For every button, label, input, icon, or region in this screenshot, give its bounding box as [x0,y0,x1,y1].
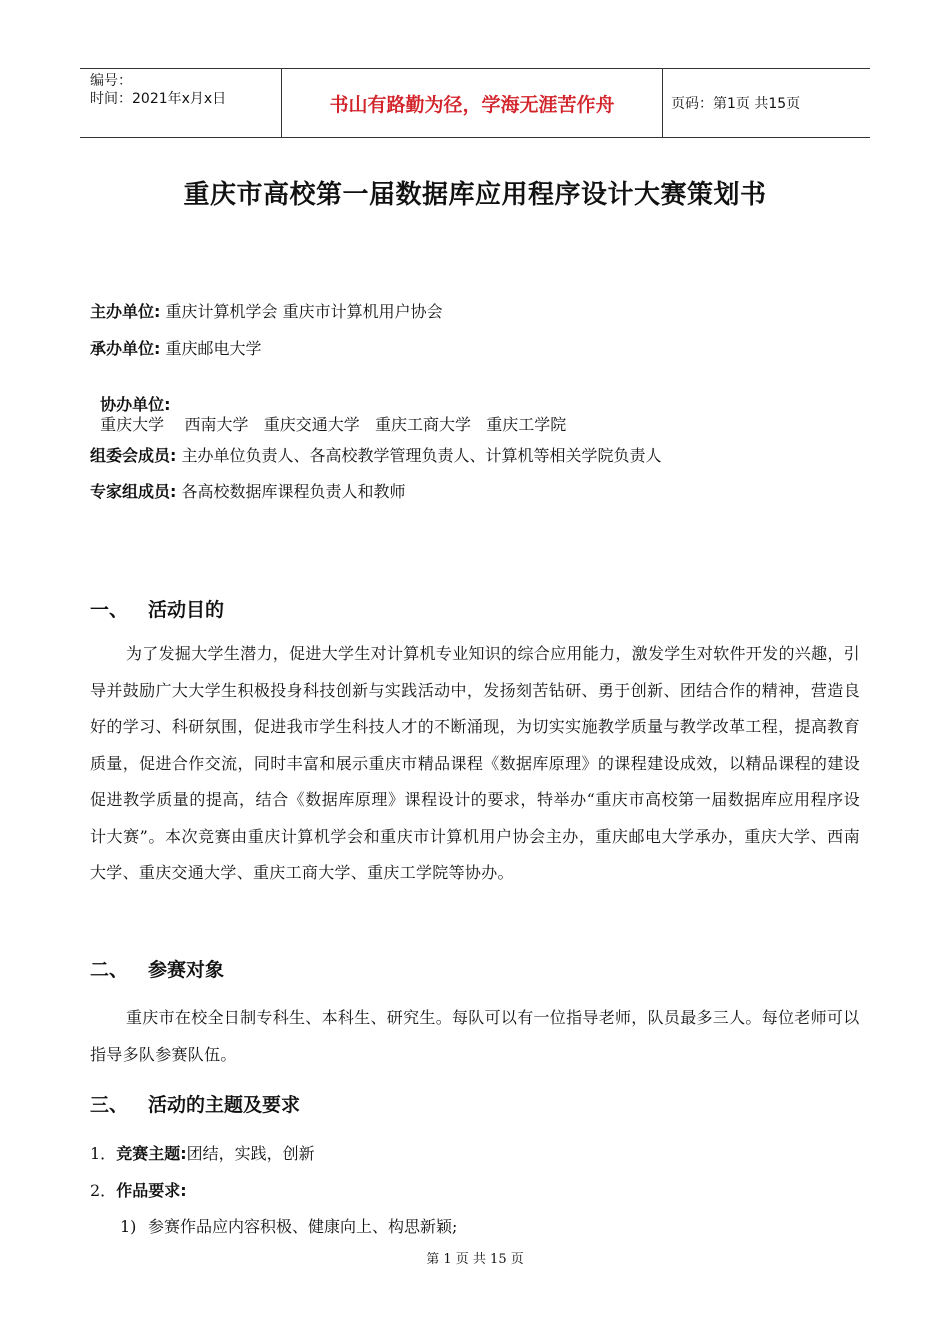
committee-members-value: 主办单位负责人、各高校教学管理负责人、计算机等相关学院负责人 [181,446,662,465]
committee-members-label: 组委会成员: [90,446,177,465]
theme-item-1 [90,1141,315,1164]
expert-members-label: 专家组成员: [90,482,177,501]
item-number: 2． [90,1181,117,1200]
date-label: 时间：2021年x月x日 [90,91,227,107]
section-body-participants: 重庆市在校全日制专科生、本科生、研究生。每队可以有一位指导老师，队员最多三人。每位老师可以指导多队参赛队伍。 [90,1008,860,1064]
expert-members [90,482,406,502]
item-label: 作品要求: [116,1181,187,1200]
document-title: 重庆市高校第一届数据库应用程序设计大赛策划书 [183,180,767,210]
organizer-co [90,375,566,435]
section-body-purpose: 为了发掘大学生潜力，促进大学生对计算机专业知识的综合应用能力，激发学生对软件开发的兴趣，引导并鼓励广大大学生积极投身科技创新与实践活动中，发扬刻苦钻研、勇于创新、团结合作的精神，营造良好的学习、科研氛围，促进我市学生科技人才的不断涌现，为切实实施教学质量与教学改革工程，提高教育质量，促进合作交流，同时丰富和展示重庆市精品课程《数据库原理》的课程建设成效，以精品课程的建设促进教学质量的提高，结合《数据库原理》课程设计的要求，特举办“重庆市高校第一届数据库应用程序设计大赛”。本次竞赛由重庆计算机学会和重庆市计算机用户协会主办，重庆邮电大学承办，重庆大学、西南大学、重庆交通大学、重庆工商大学、重庆工学院等协办。 [90,644,860,882]
organizer-undertaker-label: 承办单位: [90,339,161,358]
page-footer: 第 1 页 共 15 页 [426,1252,524,1267]
organizer-undertaker-value: 重庆邮电大学 [165,339,262,358]
section-heading-theme [90,1090,300,1117]
subitem-value: 参赛作品应内容积极、健康向上、构思新颖; [148,1217,458,1236]
section-heading-purpose [90,595,224,622]
organizer-co-value: 重庆大学 西南大学 重庆交通大学 重庆工商大学 重庆工学院 [100,415,567,434]
section-number: 二、 [90,959,129,981]
section-heading-participants [90,955,224,982]
header-page-info: 页码：第1页 共15页 [671,96,801,112]
page-header [80,68,870,138]
section-title: 活动目的 [148,599,225,621]
organizer-host [90,302,443,322]
theme-subitem-1 [120,1214,457,1237]
section-title: 活动的主题及要求 [148,1094,301,1116]
organizer-undertaker [90,339,262,359]
section-number: 三、 [90,1094,129,1116]
header-motto: 书山有路勤为径，学海无涯苦作舟 [281,69,663,137]
organizer-host-label: 主办单位: [90,302,161,321]
section-title: 参赛对象 [148,959,225,981]
organizer-co-label: 协办单位: [100,395,171,414]
number-label: 编号： [90,73,132,89]
subitem-number: 1) [120,1217,137,1236]
item-number: 1． [90,1144,117,1163]
organizer-host-value: 重庆计算机学会 重庆市计算机用户协会 [165,302,443,321]
header-meta [80,69,280,137]
section-number: 一、 [90,599,129,621]
item-value: 团结，实践，创新 [186,1144,315,1163]
theme-item-2 [90,1178,187,1201]
committee-members [90,446,662,466]
item-label: 竞赛主题: [116,1144,187,1163]
expert-members-value: 各高校数据库课程负责人和教师 [181,482,406,501]
